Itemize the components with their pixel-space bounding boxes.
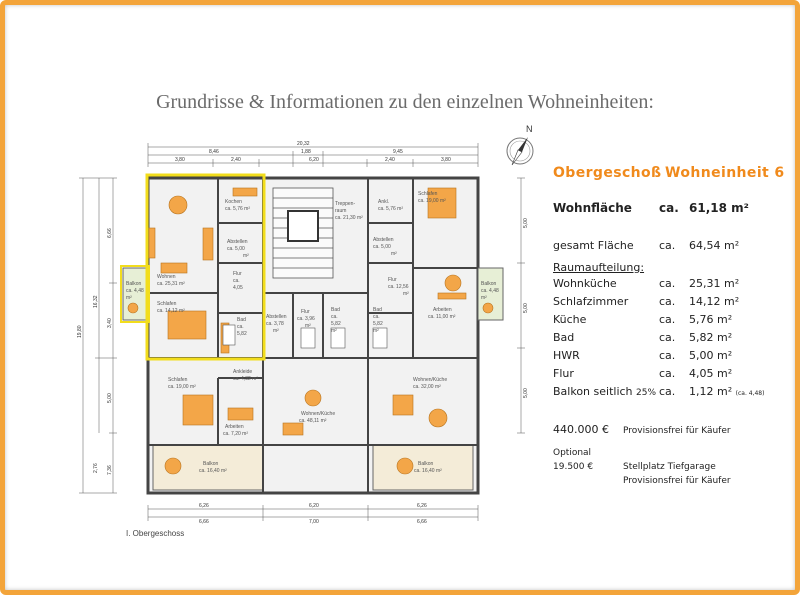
room-wohnen-m-area: ca. 48,11 m²: [299, 418, 327, 424]
room-balkon-br-name: Balkon: [418, 461, 434, 467]
room-balkon-bl-name: Balkon: [203, 461, 219, 467]
room-arbeiten-r-area: ca. 11,00 m²: [428, 314, 456, 320]
room-abstellen-r-area: ca. 5,00: [373, 244, 391, 250]
dim-top-right: 9,45: [393, 149, 403, 155]
room-wohnen-r-area: ca. 32,00 m²: [413, 384, 441, 390]
room-balkon-right-area: ca. 4,48: [481, 288, 499, 294]
dim-bottom-3: 6,26: [417, 503, 427, 509]
dim-left-5: 5,00: [107, 393, 113, 403]
room-abstellen-name: Abstellen: [227, 239, 248, 245]
room-balkon-bl-area: ca. 16,40 m²: [199, 468, 227, 474]
room-bad-m2-ca: ca.: [373, 314, 380, 320]
gesamt-label: gesamt Fläche: [553, 239, 634, 252]
room-wohnen-m-name: Wohnen/Küche: [301, 411, 336, 417]
room-label: Flur: [553, 367, 574, 380]
balkon-ca: ca.: [659, 385, 676, 398]
page-heading: Grundrisse & Informationen zu den einzelnen Wohneinheiten:: [156, 91, 654, 113]
room-ankl-name: Ankl.: [378, 199, 390, 205]
unit-label: Wohneinheit 6: [665, 165, 785, 181]
room-bad-ca: ca.: [237, 324, 244, 330]
room-wohnen-r-name: Wohnen/Küche: [413, 377, 448, 383]
price-value: 440.000 €: [553, 423, 609, 436]
dim-right-2: 5,00: [523, 303, 529, 313]
room-flur-ca: ca.: [233, 278, 240, 284]
room-arbeiten-bl-name: Arbeiten: [225, 424, 244, 430]
dim-bottom-6: 6,66: [417, 519, 427, 525]
room-schlafen-area: ca. 14,12 m²: [157, 308, 185, 314]
info-title: [553, 165, 798, 187]
wohnflaeche-value: 61,18 m²: [689, 201, 749, 215]
room-abstellen-unit: m²: [243, 253, 249, 259]
room-schlafen-bl-area: ca. 19,00 m²: [168, 384, 196, 390]
room-label: Küche: [553, 313, 587, 326]
dim-top-stair: 1,88: [301, 149, 311, 155]
dim-top-e: 3,80: [441, 157, 451, 163]
room-schlafen-r-area: ca. 19,00 m²: [418, 198, 446, 204]
optional-note: Provisionsfrei für Käufer: [623, 476, 731, 486]
room-kochen-name: Kochen: [225, 199, 242, 205]
room-abstellen-m-unit: m²: [273, 328, 279, 334]
room-label: Wohnküche: [553, 277, 617, 290]
dim-top-total: 20,32: [297, 141, 310, 147]
balkon-value: 1,12 m² (ca. 4,48): [689, 385, 765, 398]
floor-plan: [73, 133, 533, 545]
optional-row: [553, 462, 716, 472]
room-bad-name: Bad: [237, 317, 246, 323]
dim-left-4: 3,40: [107, 318, 113, 328]
balkon-pct: 25%: [636, 388, 657, 398]
room-abstellen-r-unit: m²: [391, 251, 397, 257]
optional-price: 19.500 €: [553, 462, 594, 472]
balkon-label: Balkon seitlich 25%: [553, 385, 657, 398]
gesamt-value: 64,54 m²: [689, 239, 740, 252]
gesamt-ca: ca.: [659, 239, 676, 252]
info-panel: [553, 165, 798, 486]
dim-right-1: 5,00: [523, 218, 529, 228]
dim-right-3: 5,00: [523, 388, 529, 398]
room-balkon-left-name: Balkon: [126, 281, 142, 287]
wohnflaeche-label: Wohnfläche: [553, 201, 632, 215]
room-flur-r-name: Flur: [388, 277, 397, 283]
room-bad-area: 5,82: [237, 331, 247, 337]
room-flur-m-area: ca. 3,96: [297, 316, 315, 322]
room-value: 5,76 m²: [689, 313, 733, 326]
room-arbeiten-r-name: Arbeiten: [433, 307, 452, 313]
optional-label: Optional: [553, 448, 592, 458]
dim-left-3: 6,66: [107, 228, 113, 238]
room-schlafen-bl-name: Schlafen: [168, 377, 188, 383]
raum-heading: Raumaufteilung:: [553, 261, 645, 274]
dim-top-c: 6,20: [309, 157, 319, 163]
dim-top-b: 2,40: [231, 157, 241, 163]
dim-bottom-5: 7,00: [309, 519, 319, 525]
dim-left-7: 7,36: [107, 465, 113, 475]
wohnflaeche-ca: ca.: [659, 201, 679, 215]
room-value: 5,00 m²: [689, 349, 733, 362]
room-balkon-right-unit: m²: [481, 295, 487, 301]
room-ca: ca.: [659, 349, 676, 362]
room-wohnen-area: ca. 25,31 m²: [157, 281, 185, 287]
room-ca: ca.: [659, 277, 676, 290]
room-flur-area: 4,05: [233, 285, 243, 291]
room-label: HWR: [553, 349, 580, 362]
room-bad-m2-unit: m²: [373, 328, 379, 334]
room-ankleide-area: ca. 4,32 m²: [233, 376, 259, 382]
room-balkon-left-unit: m²: [126, 295, 132, 301]
room-abstellen-r-name: Abstellen: [373, 237, 394, 243]
room-ca: ca.: [659, 331, 676, 344]
room-abstellen-area: ca. 5,00: [227, 246, 245, 252]
room-kochen-area: ca. 5,76 m²: [225, 206, 251, 212]
room-flur-r-unit: m²: [403, 291, 409, 297]
price-row: [553, 423, 731, 436]
room-schlafen-name: Schlafen: [157, 301, 177, 307]
room-bad-m1-unit: m²: [331, 328, 337, 334]
room-flur-name: Flur: [233, 271, 242, 277]
room-value: 5,82 m²: [689, 331, 733, 344]
room-ca: ca.: [659, 313, 676, 326]
dim-top-d: 2,40: [385, 157, 395, 163]
dim-left-2: 16,32: [93, 295, 99, 308]
room-bad-m1-ca: ca.: [331, 314, 338, 320]
room-bad-m2-area: 5,82: [373, 321, 383, 327]
dim-top-left: 8,46: [209, 149, 219, 155]
plan-caption: I. Obergeschoss: [126, 529, 185, 538]
optional-item: Stellplatz Tiefgarage: [623, 462, 716, 472]
room-bad-m2-name: Bad: [373, 307, 382, 313]
room-ankleide-name: Ankleide: [233, 369, 253, 375]
dim-left-6: 2,76: [93, 463, 99, 473]
room-wohnen-name: Wohnen: [157, 274, 176, 280]
room-flur-m-unit: m²: [305, 323, 311, 329]
room-value: 14,12 m²: [689, 295, 740, 308]
dim-bottom-4: 6,66: [199, 519, 209, 525]
room-ankl-area: ca. 5,76 m²: [378, 206, 404, 212]
room-balkon-left-area: ca. 4,48: [126, 288, 144, 294]
room-abstellen-m-area: ca. 3,78: [266, 321, 284, 327]
room-balkon-br-area: ca. 16,40 m²: [414, 468, 442, 474]
room-value: 4,05 m²: [689, 367, 733, 380]
room-ca: ca.: [659, 367, 676, 380]
room-bad-m1-name: Bad: [331, 307, 340, 313]
price-note: Provisionsfrei für Käufer: [623, 426, 731, 436]
room-ca: ca.: [659, 295, 676, 308]
room-schlafen-r-name: Schlafen: [418, 191, 438, 197]
room-flur-m-name: Flur: [301, 309, 310, 315]
room-bad-m1-area: 5,82: [331, 321, 341, 327]
floor-label: Obergeschoß: [553, 165, 662, 181]
room-arbeiten-bl-area: ca. 7,20 m²: [223, 431, 249, 437]
dim-bottom-2: 6,20: [309, 503, 319, 509]
room-label: Schlafzimmer: [553, 295, 629, 308]
room-treppenraum-name: Treppen-: [335, 201, 356, 207]
balkon-note: (ca. 4,48): [735, 390, 765, 397]
room-value: 25,31 m²: [689, 277, 740, 290]
room-treppenraum-area: ca. 21,30 m²: [335, 215, 363, 221]
room-label: Bad: [553, 331, 575, 344]
room-treppenraum-name2: raum: [335, 208, 347, 214]
room-abstellen-m-name: Abstellen: [266, 314, 287, 320]
compass-north-label: N: [526, 124, 533, 134]
dim-bottom-1: 6,26: [199, 503, 209, 509]
room-flur-r-area: ca. 12,56: [388, 284, 409, 290]
dim-left-total: 19,80: [77, 325, 83, 338]
room-balkon-right-name: Balkon: [481, 281, 497, 287]
dim-top-a: 3,80: [175, 157, 185, 163]
